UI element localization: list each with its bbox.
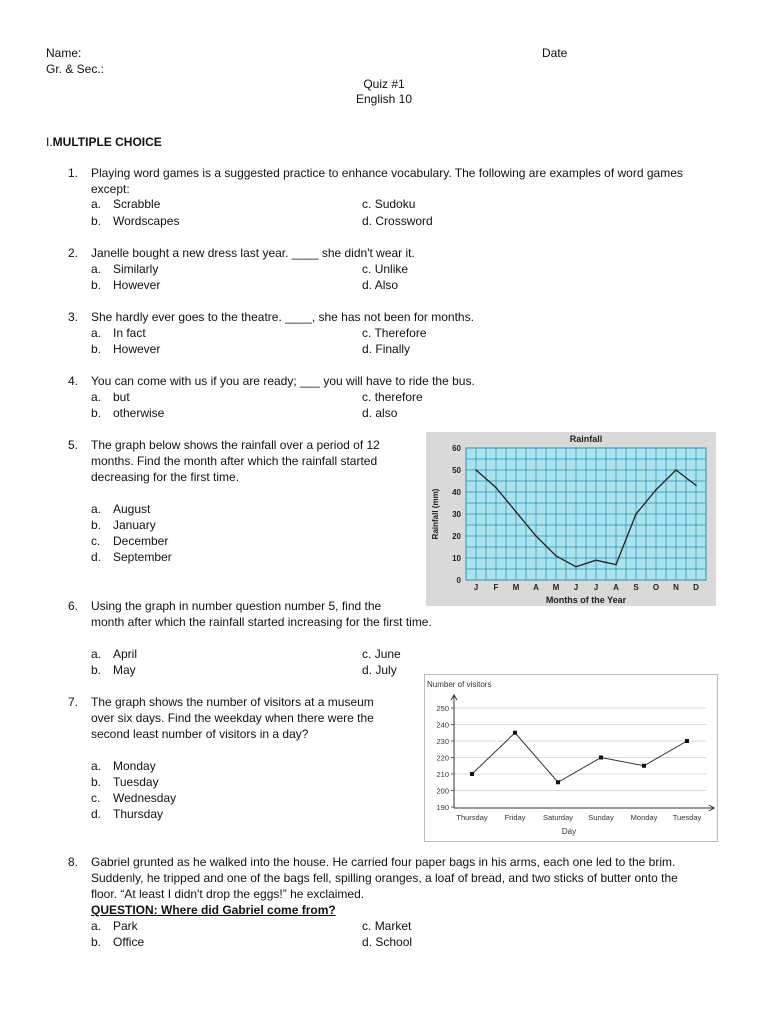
option-text: January xyxy=(113,518,156,532)
y-tick-label: 30 xyxy=(452,510,461,519)
rainfall-chart xyxy=(426,432,716,606)
option-letter: d. xyxy=(362,935,373,949)
subject-title: English 10 xyxy=(355,92,413,106)
option-text: also xyxy=(375,406,398,420)
option-text: However xyxy=(113,342,161,356)
x-tick-label: J xyxy=(573,583,579,592)
option-c xyxy=(362,197,415,212)
question-number: 8. xyxy=(68,855,79,869)
x-tick-label: O xyxy=(652,583,660,592)
y-tick-label: 40 xyxy=(452,488,461,497)
option-d xyxy=(362,935,412,950)
option-text: Wednesday xyxy=(113,791,177,805)
x-tick-label: Thursday xyxy=(456,813,488,822)
option-text: July xyxy=(375,663,397,677)
question-number: 3. xyxy=(68,310,79,324)
x-tick-label: Friday xyxy=(504,813,526,822)
option-text: Park xyxy=(113,919,138,933)
option-letter: c. xyxy=(362,262,372,276)
visitors-point xyxy=(556,780,560,784)
x-tick-label: S xyxy=(633,583,639,592)
option-text: Tuesday xyxy=(113,775,159,789)
option-letter: d. xyxy=(91,807,102,821)
visitors-point xyxy=(513,731,517,735)
x-axis-label: Months of the Year xyxy=(545,595,627,605)
option-text: but xyxy=(113,390,130,404)
option-c xyxy=(362,262,408,277)
question-text-line: second least number of visitors in a day? xyxy=(91,727,309,741)
option-letter: d. xyxy=(362,663,373,677)
option-text: Crossword xyxy=(375,214,433,228)
option-text: June xyxy=(374,647,401,661)
rainfall-point xyxy=(615,564,617,566)
y-tick-label: 210 xyxy=(436,770,449,779)
y-tick-label: 20 xyxy=(452,532,461,541)
option-letter: a. xyxy=(91,326,102,340)
option-letter: c. xyxy=(91,791,101,805)
question-text-line: The graph shows the number of visitors at a museum xyxy=(91,695,374,709)
section-heading xyxy=(46,135,162,150)
option-text: otherwise xyxy=(113,406,165,420)
option-letter: c. xyxy=(362,197,372,211)
option-d xyxy=(362,342,410,357)
question-text-line: Janelle bought a new dress last year. ____ she didn't wear it. xyxy=(91,246,415,260)
y-tick-label: 10 xyxy=(452,554,461,563)
question-text-line: floor. “At least I didn't drop the eggs!” he exclaimed. xyxy=(91,887,365,901)
option-letter: b. xyxy=(91,518,102,532)
option-letter: b. xyxy=(91,406,102,420)
option-text: Scrabble xyxy=(113,197,161,211)
option-text: In fact xyxy=(113,326,146,340)
question-number: 5. xyxy=(68,438,79,452)
x-tick-label: J xyxy=(593,583,599,592)
option-text: Therefore xyxy=(374,326,427,340)
option-letter: c. xyxy=(362,919,372,933)
option-d xyxy=(362,663,397,678)
section-roman: I. xyxy=(46,135,53,149)
question-number: 2. xyxy=(68,246,79,260)
option-letter: a. xyxy=(91,759,102,773)
option-text: Wordscapes xyxy=(113,214,180,228)
option-letter: b. xyxy=(91,775,102,789)
rainfall-point xyxy=(575,566,577,568)
y-tick-label: 190 xyxy=(436,803,449,812)
option-letter: a. xyxy=(91,390,102,404)
option-letter: d. xyxy=(91,550,102,564)
grade-section-label: Gr. & Sec.: xyxy=(46,62,105,76)
option-text: Monday xyxy=(113,759,156,773)
question-prompt: QUESTION: Where did Gabriel come from? xyxy=(91,903,336,917)
option-letter: a. xyxy=(91,647,102,661)
option-text: Finally xyxy=(375,342,411,356)
rainfall-point xyxy=(675,469,677,471)
option-letter: d. xyxy=(362,342,373,356)
x-tick-label: A xyxy=(613,583,619,592)
option-text: Similarly xyxy=(113,262,159,276)
rainfall-point xyxy=(535,535,537,537)
question-number: 1. xyxy=(68,166,79,180)
chart-title: Number of visitors xyxy=(427,680,492,689)
option-letter: a. xyxy=(91,502,102,516)
y-tick-label: 60 xyxy=(452,444,461,453)
x-tick-label: A xyxy=(533,583,539,592)
option-text: However xyxy=(113,278,161,292)
option-text: School xyxy=(375,935,413,949)
question-text-line: Playing word games is a suggested practice to enhance vocabulary. The following are examples of word games xyxy=(91,166,683,180)
option-letter: b. xyxy=(91,663,102,677)
question-text-line: except: xyxy=(91,182,130,196)
question-number: 6. xyxy=(68,599,79,613)
question-text-line: Using the graph in number question number 5, find the xyxy=(91,599,382,613)
option-d xyxy=(362,278,398,293)
x-tick-label: Saturday xyxy=(542,813,574,822)
y-tick-label: 200 xyxy=(436,786,449,796)
option-letter: d. xyxy=(362,214,373,228)
y-axis-label: Rainfall (mm) xyxy=(431,488,440,540)
option-text: May xyxy=(113,663,136,677)
x-tick-label: D xyxy=(693,583,699,592)
option-letter: c. xyxy=(362,326,372,340)
option-text: December xyxy=(113,534,169,548)
visitors-chart xyxy=(424,674,718,842)
option-letter: c. xyxy=(91,534,101,548)
x-tick-label: Sunday xyxy=(588,813,614,822)
option-d xyxy=(362,406,397,421)
rainfall-point xyxy=(655,489,657,491)
visitors-point xyxy=(642,764,646,768)
y-tick-label: 50 xyxy=(452,466,461,475)
y-tick-label: 0 xyxy=(456,576,461,585)
rainfall-point xyxy=(635,513,637,515)
question-text-line: You can come with us if you are ready; ___ you will have to ride the bus. xyxy=(91,374,475,388)
question-text-line: decreasing for the first time. xyxy=(91,470,240,484)
option-text: Market xyxy=(374,919,412,933)
option-letter: b. xyxy=(91,342,102,356)
option-letter: a. xyxy=(91,197,102,211)
x-tick-label: N xyxy=(673,583,679,592)
question-text-line: month after which the rainfall started increasing for the first time. xyxy=(91,615,432,629)
option-text: April xyxy=(113,647,138,661)
x-tick-label: M xyxy=(512,583,520,592)
rainfall-point xyxy=(515,511,517,513)
name-label: Name: xyxy=(46,46,82,60)
y-tick-label: 220 xyxy=(436,753,449,763)
option-c xyxy=(362,326,427,341)
option-text: September xyxy=(113,550,172,564)
x-tick-label: F xyxy=(493,583,499,592)
y-tick-label: 250 xyxy=(436,704,449,713)
x-axis-label: Day xyxy=(561,827,577,836)
option-letter: a. xyxy=(91,919,102,933)
rainfall-point xyxy=(695,485,697,487)
rainfall-point xyxy=(555,555,557,557)
option-letter: d. xyxy=(362,406,373,420)
option-text: therefore xyxy=(374,390,423,404)
question-text-line: Suddenly, he tripped and one of the bags fell, spilling oranges, a loaf of bread, and two sticks of butter onto the xyxy=(91,871,678,885)
option-text: Sudoku xyxy=(374,197,416,211)
section-title: MULTIPLE CHOICE xyxy=(52,135,162,149)
option-letter: b. xyxy=(91,935,102,949)
visitors-point xyxy=(685,739,689,743)
option-letter: d. xyxy=(362,278,373,292)
option-letter: b. xyxy=(91,214,102,228)
question-text-line: months. Find the month after which the rainfall started xyxy=(91,454,378,468)
y-tick-label: 240 xyxy=(436,720,449,730)
visitors-point xyxy=(470,772,474,776)
option-d xyxy=(362,214,433,229)
option-letter: c. xyxy=(362,390,372,404)
option-letter: b. xyxy=(91,278,102,292)
option-text: Unlike xyxy=(374,262,409,276)
x-tick-label: M xyxy=(552,583,560,592)
y-tick-label: 230 xyxy=(436,737,449,746)
option-text: Also xyxy=(374,278,399,292)
x-tick-label: Tuesday xyxy=(672,813,702,822)
option-letter: c. xyxy=(362,647,372,661)
rainfall-point xyxy=(475,469,477,471)
date-label: Date xyxy=(542,46,568,60)
quiz-title: Quiz #1 xyxy=(363,77,405,91)
option-c xyxy=(362,390,423,405)
question-number: 4. xyxy=(68,374,79,388)
rainfall-point xyxy=(595,559,597,561)
x-tick-label: J xyxy=(473,583,479,592)
question-number: 7. xyxy=(68,695,79,709)
option-text: August xyxy=(113,502,151,516)
option-c xyxy=(362,919,411,934)
rainfall-point xyxy=(495,487,497,489)
chart-title: Rainfall xyxy=(569,434,603,444)
question-text-line: She hardly ever goes to the theatre. ____, she has not been for months. xyxy=(91,310,474,324)
question-text-line: The graph below shows the rainfall over a period of 12 xyxy=(91,438,380,452)
option-text: Thursday xyxy=(113,807,164,821)
x-tick-label: Monday xyxy=(630,813,658,822)
visitors-point xyxy=(599,756,603,760)
option-text: Office xyxy=(113,935,145,949)
question-text-line: over six days. Find the weekday when there were the xyxy=(91,711,374,725)
option-c xyxy=(362,647,401,662)
question-text-line: Gabriel grunted as he walked into the house. He carried four paper bags in his arms, each one led to the brim. xyxy=(91,855,676,869)
option-letter: a. xyxy=(91,262,102,276)
